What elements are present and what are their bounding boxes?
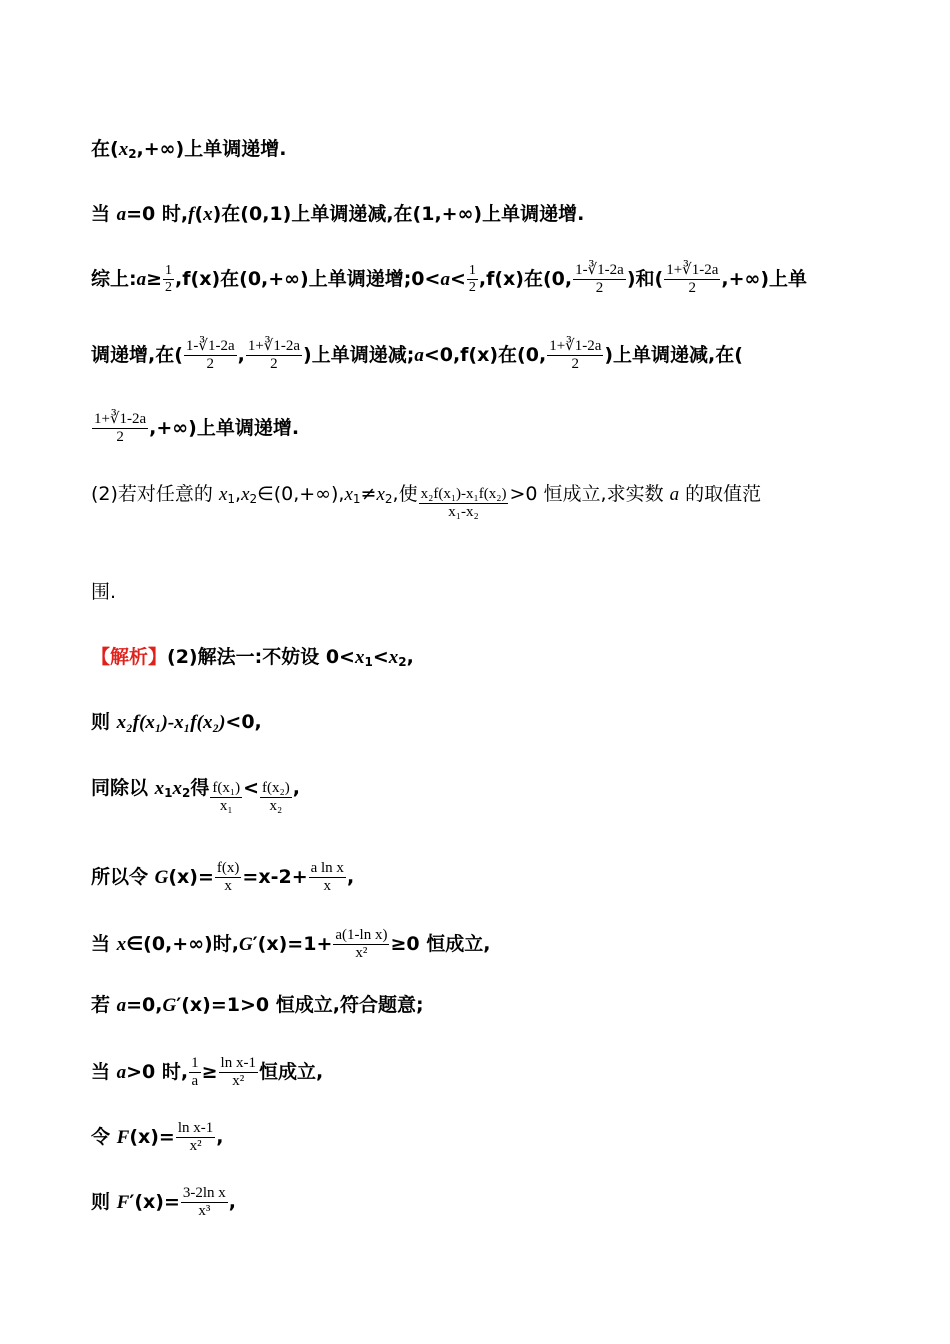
fraction — [419, 486, 509, 521]
fraction — [215, 860, 242, 895]
text: 围. — [91, 581, 117, 603]
numerator: 1+∛1-2a — [666, 262, 719, 278]
fraction — [176, 1120, 215, 1155]
numerator: 1 — [191, 1055, 199, 1071]
text: ′(x)=1+ — [252, 933, 333, 955]
text: ≠ — [360, 483, 377, 505]
numerator: f(x₂) — [262, 780, 290, 796]
text: ≥0 恒成立, — [390, 933, 491, 955]
text-line-3 — [91, 262, 859, 297]
text: ,+∞)上单调递增. — [136, 138, 287, 160]
text: <0, — [225, 711, 262, 733]
text: , — [346, 866, 355, 888]
fraction — [219, 1055, 258, 1090]
variable: a — [136, 269, 147, 290]
text: < — [449, 268, 466, 290]
text: 调递增,在( — [91, 344, 183, 366]
text: (x)= — [168, 866, 214, 888]
text: 当 — [91, 933, 117, 955]
variable: x — [241, 484, 250, 505]
text: 得 — [190, 777, 210, 799]
denominator: 2 — [206, 356, 215, 372]
text-line-12 — [91, 927, 859, 962]
text: 当 — [91, 203, 117, 225]
expression: x₂f(x₁)-x₁f(x₂) — [116, 712, 226, 733]
solution-heading — [91, 644, 859, 671]
text-line-11 — [91, 860, 859, 895]
text: < — [372, 646, 389, 668]
denominator: x² — [189, 1138, 202, 1154]
fraction — [189, 1055, 201, 1090]
text-line-13 — [91, 992, 859, 1019]
question-line — [91, 481, 859, 521]
numerator: 1+∛1-2a — [94, 411, 147, 427]
text: )在(0,1)上单调递减,在(1,+∞)上单调递增. — [212, 203, 585, 225]
variable: x — [203, 204, 213, 225]
fraction — [184, 338, 237, 373]
denominator: 2 — [270, 356, 278, 372]
numerator: f(x₁) — [212, 780, 241, 796]
variable: a — [116, 995, 127, 1016]
subscript: 1 — [227, 492, 236, 506]
fraction — [246, 338, 302, 373]
text: )和( — [626, 268, 664, 290]
text: (2)解法一:不妨设 0< — [167, 646, 355, 668]
subscript: 1 — [352, 492, 361, 506]
text-line-2 — [91, 201, 859, 228]
text: 在( — [91, 138, 119, 160]
numerator: ln x-1 — [220, 1055, 256, 1071]
fraction — [309, 860, 346, 895]
variable: x — [344, 484, 353, 505]
numerator: a ln x — [310, 860, 344, 876]
denominator: x — [323, 878, 332, 894]
text-line-9 — [91, 709, 859, 736]
function-name: G — [162, 995, 177, 1016]
text: ,+∞)上单 — [721, 268, 808, 290]
text: ≥ — [146, 268, 163, 290]
fraction — [664, 262, 720, 297]
fraction — [181, 1185, 228, 1220]
text: >0 时, — [126, 1061, 189, 1083]
denominator: 2 — [571, 356, 580, 372]
function-name: f — [188, 204, 195, 225]
denominator: 2 — [165, 280, 173, 295]
text: ,使 — [392, 483, 418, 505]
subscript: 1 — [164, 786, 173, 800]
fraction — [163, 263, 174, 296]
denominator: x² — [355, 945, 368, 961]
text: < — [243, 777, 259, 799]
variable: x — [376, 484, 385, 505]
text-line-1 — [91, 136, 859, 163]
text: >0 恒成立,求实数 — [509, 483, 670, 505]
numerator: 1 — [165, 263, 173, 278]
variable: x — [218, 484, 228, 505]
numerator: 1-∛1-2a — [185, 338, 235, 354]
variable: a — [116, 204, 127, 225]
variable: a — [414, 345, 424, 366]
variable: a — [116, 1062, 127, 1083]
variable: x — [172, 778, 182, 799]
text: (x)= — [129, 1126, 175, 1148]
numerator: 1 — [468, 263, 476, 278]
variable: x — [118, 139, 129, 160]
question-line-end — [91, 579, 859, 605]
text: 恒成立, — [258, 1061, 324, 1083]
numerator: 1+∛1-2a — [247, 338, 301, 354]
text: 若 — [91, 994, 117, 1016]
subscript: 2 — [181, 786, 191, 800]
variable: x — [154, 778, 165, 799]
denominator: 2 — [468, 280, 476, 295]
text: , — [237, 344, 245, 366]
numerator: x₂f(x₁)-x₁f(x₂) — [420, 486, 507, 502]
fraction — [467, 263, 478, 296]
denominator: x² — [232, 1073, 245, 1089]
text: 当 — [91, 1061, 117, 1083]
denominator: x₁-x₂ — [448, 504, 479, 520]
fraction — [547, 338, 603, 373]
numerator: ln x-1 — [177, 1120, 214, 1136]
text: ∈(0,+∞), — [257, 483, 345, 505]
text: 则 — [91, 1191, 117, 1213]
text: =0, — [126, 994, 163, 1016]
text-line-15 — [91, 1120, 859, 1155]
denominator: x₁ — [219, 798, 233, 814]
text: ′(x)=1>0 恒成立,符合题意; — [176, 994, 424, 1016]
fraction — [210, 780, 242, 815]
numerator: f(x) — [216, 860, 240, 876]
text: )上单调递减,在( — [604, 344, 743, 366]
text: ,+∞)上单调递增. — [149, 417, 300, 439]
variable: a — [669, 484, 680, 505]
denominator: x — [224, 878, 232, 894]
text: )上单调递减; — [303, 344, 415, 366]
text: ∈(0,+∞)时, — [126, 933, 239, 955]
denominator: a — [191, 1073, 199, 1089]
text: <0,f(x)在(0, — [423, 344, 547, 366]
text: (2)若对任意的 — [91, 483, 219, 505]
text: 的取值范 — [679, 483, 762, 505]
numerator: 1+∛1-2a — [549, 338, 602, 354]
subscript: 2 — [249, 492, 258, 506]
subscript: 2 — [128, 147, 137, 161]
variable: x — [116, 934, 127, 955]
subscript: 2 — [384, 492, 393, 506]
text-line-14 — [91, 1055, 859, 1090]
text: , — [406, 646, 414, 668]
function-name: G — [154, 867, 169, 888]
function-name: F — [116, 1127, 130, 1148]
denominator: 2 — [595, 280, 604, 296]
denominator: x³ — [198, 1203, 211, 1219]
variable: x — [388, 647, 399, 668]
text: 综上: — [91, 268, 137, 290]
fraction — [573, 262, 626, 297]
analysis-tag: 【解析】 — [91, 646, 168, 668]
text: =x-2+ — [242, 866, 308, 888]
text: 所以令 — [91, 866, 155, 888]
text: ( — [194, 203, 204, 225]
function-name: G — [238, 934, 253, 955]
denominator: 2 — [688, 280, 697, 296]
text: , — [292, 777, 300, 799]
text: ′(x)= — [129, 1191, 180, 1213]
text: 令 — [91, 1126, 117, 1148]
text: , — [228, 1191, 237, 1213]
fraction — [260, 780, 292, 815]
text-line-5 — [91, 411, 859, 446]
numerator: 3-2ln x — [182, 1185, 226, 1201]
numerator: a(1-ln x) — [335, 927, 388, 943]
text-line-10 — [91, 775, 859, 815]
denominator: x₂ — [269, 798, 283, 814]
function-name: F — [116, 1192, 130, 1213]
text-line-4 — [91, 338, 859, 373]
text: ,f(x)在(0, — [478, 268, 573, 290]
text: ≥ — [201, 1061, 218, 1083]
fraction — [333, 927, 389, 962]
variable: a — [440, 269, 450, 290]
text: ,f(x)在(0,+∞)上单调递增;0< — [175, 268, 441, 290]
text: , — [216, 1126, 224, 1148]
subscript: 1 — [364, 655, 373, 669]
variable: x — [354, 647, 365, 668]
text: =0 时, — [126, 203, 189, 225]
text: 则 — [91, 711, 117, 733]
text: , — [235, 483, 242, 505]
text: 同除以 — [91, 777, 155, 799]
denominator: 2 — [116, 429, 124, 445]
numerator: 1-∛1-2a — [575, 262, 624, 278]
subscript: 2 — [398, 655, 407, 669]
text-line-16 — [91, 1185, 859, 1220]
fraction — [92, 411, 148, 446]
